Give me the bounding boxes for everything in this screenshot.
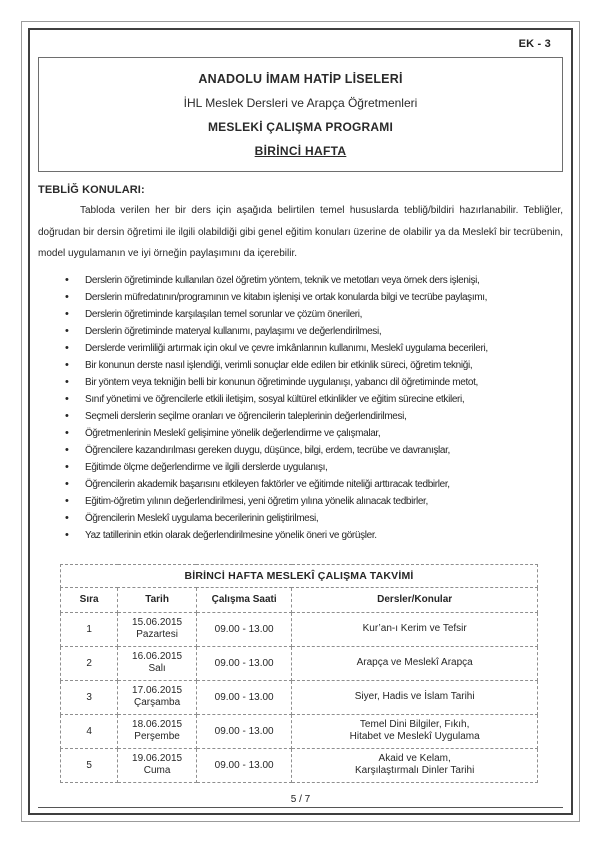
annex-tag: EK - 3 (518, 38, 551, 50)
row-time: 09.00 - 13.00 (196, 646, 291, 680)
school-title: ANADOLU İMAM HATİP LİSELERİ (198, 72, 403, 86)
topic-text: Bir yöntem veya tekniğin belli bir konunun öğretiminde uygulanışı, yabancı dil öğretiminde metot, (85, 376, 478, 388)
bullet-icon: • (65, 494, 69, 507)
subject-text: Kur’an-ı Kerim ve Tefsir (362, 622, 467, 634)
document-title-box (38, 57, 563, 172)
row-number: 1 (61, 612, 118, 646)
row-subject (292, 612, 538, 646)
topic-item (38, 425, 563, 442)
topic-item (38, 391, 563, 408)
topics-list (38, 272, 563, 544)
col-header-saat: Çalışma Saati (196, 587, 291, 612)
row-subject (292, 680, 538, 714)
schedule-header-row (61, 587, 538, 612)
topic-item (38, 289, 563, 306)
topics-heading: TEBLİĞ KONULARI: (38, 184, 145, 196)
topic-item (38, 323, 563, 340)
row-number: 5 (61, 748, 118, 782)
week-title: BİRİNCİ HAFTA (254, 144, 347, 158)
topic-text: Derslerin öğretiminde kullanılan özel öğretim yöntem, teknik ve metotları veya örnek ders işlenişi, (85, 274, 480, 286)
date-text: 15.06.2015 (132, 616, 183, 628)
day-text: Pazartesi (136, 629, 178, 640)
topic-text: Seçmeli derslerin seçilme oranları ve öğrencilerin taleplerinin değerlendirilmesi, (85, 410, 407, 422)
table-row (61, 714, 538, 748)
row-number: 3 (61, 680, 118, 714)
teachers-subtitle: İHL Meslek Dersleri ve Arapça Öğretmenleri (183, 96, 418, 110)
topic-text: Öğrencilere kazandırılması gereken duygu, düşünce, bilgi, erdem, tecrübe ve davranışlar, (85, 444, 450, 456)
topic-item (38, 272, 563, 289)
day-text: Çarşamba (134, 697, 181, 708)
row-date (118, 714, 197, 748)
topic-text: Öğretmenlerinin Meslekî gelişimine yönelik değerlendirme ve çalışmalar, (85, 427, 381, 439)
program-title: MESLEKİ ÇALIŞMA PROGRAMI (207, 120, 394, 134)
bullet-icon: • (65, 324, 69, 337)
col-header-tarih: Tarih (118, 587, 197, 612)
topic-text: Sınıf yönetimi ve öğrencilerle etkili iletişim, sosyal kültürel etkinlikler ve eğitim sürecine etkileri, (85, 393, 465, 405)
topic-text: Yaz tatillerinin etkin olarak değerlendirilmesine yönelik öneri ve görüşler. (85, 529, 377, 541)
row-number: 2 (61, 646, 118, 680)
topic-item (38, 459, 563, 476)
col-header-dersler: Dersler/Konular (292, 587, 538, 612)
page-content (30, 30, 571, 811)
table-row (61, 748, 538, 782)
subject-text: Hitabet ve Meslekî Uygulama (349, 731, 480, 742)
weekly-schedule-table (60, 564, 538, 783)
table-row (61, 612, 538, 646)
bullet-icon: • (65, 426, 69, 439)
bullet-icon: • (65, 290, 69, 303)
subject-text: Arapça ve Meslekî Arapça (356, 656, 473, 668)
day-text: Salı (148, 663, 166, 674)
topic-text: Derslerin öğretiminde karşılaşılan temel sorunlar ve çözüm önerileri, (85, 308, 363, 320)
subject-text: Karşılaştırmalı Dinler Tarihi (355, 765, 475, 776)
topic-text: Derslerde verimliliği artırmak için okul ve çevre imkânlarının kullanımı, Meslekî uygulama becerileri, (85, 342, 488, 354)
date-text: 17.06.2015 (132, 684, 183, 696)
bullet-icon: • (65, 375, 69, 388)
topic-item (38, 357, 563, 374)
bullet-icon: • (65, 392, 69, 405)
bullet-icon: • (65, 460, 69, 473)
row-subject (292, 748, 538, 782)
date-text: 16.06.2015 (132, 650, 183, 662)
col-header-sira: Sıra (61, 587, 118, 612)
row-time: 09.00 - 13.00 (196, 748, 291, 782)
row-number: 4 (61, 714, 118, 748)
schedule-table-title: BİRİNCİ HAFTA MESLEKÎ ÇALIŞMA TAKVİMİ (61, 564, 538, 587)
day-text: Cuma (143, 765, 171, 776)
topic-text: Bir konunun derste nasıl işlendiği, verimli sonuçlar elde edilen bir etkinlik süreci, öğretim tekniği, (85, 359, 473, 371)
bullet-icon: • (65, 443, 69, 456)
topic-text: Öğrencilerin akademik başarısını etkileyen faktörler ve eğitimde niteliği arttıracak tedbirler, (85, 478, 450, 490)
row-date (118, 680, 197, 714)
topic-item (38, 527, 563, 544)
bullet-icon: • (65, 409, 69, 422)
topic-item (38, 510, 563, 527)
row-time: 09.00 - 13.00 (196, 714, 291, 748)
subject-text: Akaid ve Kelam, (378, 752, 451, 764)
bullet-icon: • (65, 477, 69, 490)
date-text: 18.06.2015 (132, 718, 183, 730)
topic-text: Eğitimde ölçme değerlendirme ve ilgili derslerde uygulanışı, (85, 461, 328, 473)
topic-item (38, 374, 563, 391)
row-subject (292, 714, 538, 748)
row-date (118, 612, 197, 646)
day-text: Perşembe (134, 731, 180, 742)
bullet-icon: • (65, 273, 69, 286)
topic-text: Derslerin müfredatının/programının ve kitabın işlenişi ve ortak konularda bilgi ve tecrübe paylaşımı, (85, 291, 488, 303)
topic-item (38, 493, 563, 510)
topic-item (38, 340, 563, 357)
intro-paragraph: Tabloda verilen her bir ders için aşağıda belirtilen temel hususlarda tebliğ/bildiri hazırlanabilir. Tebliğler, doğrudan bir dersin öğretimi ile ilgili olabildiği gibi genel eğitim konuları üzerine de olabilir ya da Meslekî bir tecrübenin, model uygulamanın ve iyi örneğin paylaşımını da içerebilir. (38, 205, 563, 259)
topic-text: Derslerin öğretiminde materyal kullanımı, paylaşımı ve değerlendirilmesi, (85, 325, 382, 337)
subject-text: Temel Dini Bilgiler, Fıkıh, (359, 718, 470, 730)
topic-text: Eğitim-öğretim yılının değerlendirilmesi, yeni öğretim yılına yönelik alınacak tedbirler, (85, 495, 428, 507)
bullet-icon: • (65, 511, 69, 524)
topic-text: Öğrencilerin Meslekî uygulama becerilerinin geliştirilmesi, (85, 512, 319, 524)
table-row (61, 646, 538, 680)
row-date (118, 748, 197, 782)
bullet-icon: • (65, 307, 69, 320)
row-subject (292, 646, 538, 680)
topic-item (38, 408, 563, 425)
subject-text: Siyer, Hadis ve İslam Tarihi (354, 690, 475, 702)
row-time: 09.00 - 13.00 (196, 680, 291, 714)
bullet-icon: • (65, 528, 69, 541)
topic-item (38, 476, 563, 493)
topic-item (38, 442, 563, 459)
bullet-icon: • (65, 341, 69, 354)
row-date (118, 646, 197, 680)
table-row (61, 680, 538, 714)
topic-item (38, 306, 563, 323)
page-number: 5 / 7 (38, 794, 563, 808)
bullet-icon: • (65, 358, 69, 371)
row-time: 09.00 - 13.00 (196, 612, 291, 646)
date-text: 19.06.2015 (132, 752, 183, 764)
